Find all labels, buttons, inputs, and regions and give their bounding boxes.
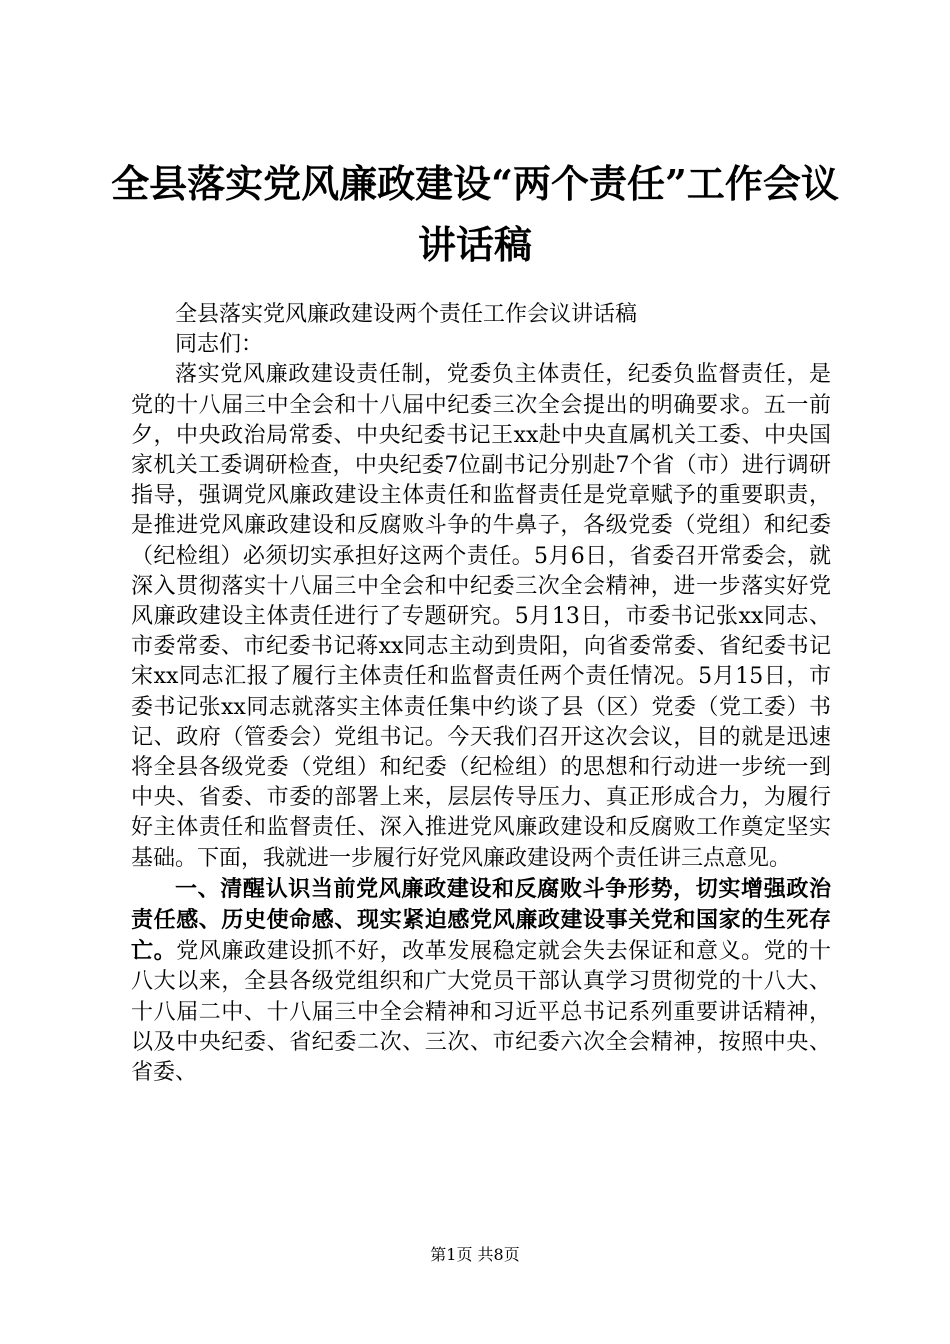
document-title-line-1: 全县落实党风廉政建设“两个责任”工作会议 [111,161,839,206]
section-1-heading: 一、清醒认识当前党风廉政建设和反腐败斗争形势，切实增强政治责任感、历史使命感、现实紧迫感党风廉政建设事关党和国家的生死存亡。 [131,875,831,965]
paragraph-1: 落实党风廉政建设责任制，党委负主体责任，纪委负监督责任，是党的十八届三中全会和十八届中纪委三次全会提出的明确要求。五一前夕，中央政治局常委、中央纪委书记王xx赴中央直属机关工委、中央国家机关工委调研检查，中央纪委7位副书记分别赴7个省（市）进行调研指导，强调党风廉政建设主体责任和监督责任是党章赋予的重要职责，是推进党风廉政建设和反腐败斗争的牛鼻子，各级党委（党组）和纪委（纪检组）必须切实承担好这两个责任。5月6日，省委召开常委会，就深入贯彻落实十八届三中全会和中纪委三次全会精神，进一步落实好党风廉政建设主体责任进行了专题研究。5月13日，市委书记张xx同志、市委常委、市纪委书记蒋xx同志主动到贵阳，向省委常委、省纪委书记宋xx同志汇报了履行主体责任和监督责任两个责任情况。5月15日，市委书记张xx同志就落实主体责任集中约谈了县（区）党委（党工委）书记、政府（管委会）党组书记。今天我们召开这次会议，目的就是迅速将全县各级党委（党组）和纪委（纪检组）的思想和行动进一步统一到中央、省委、市委的部署上来，层层传导压力、真正形成合力，为履行好主体责任和监督责任、深入推进党风廉政建设和反腐败工作奠定坚实基础。下面，我就进一步履行好党风廉政建设两个责任讲三点意见。 [131,362,831,871]
page-number: 第1页 [430,1245,473,1264]
page-total: 共8页 [477,1245,520,1264]
salutation: 同志们： [175,332,264,358]
document-subtitle: 全县落实党风廉政建设两个责任工作会议讲话稿 [175,302,638,327]
document-title-line-2: 讲话稿 [417,222,532,267]
section-1-text: 党风廉政建设抓不好，改革发展稳定就会失去保证和意义。党的十八大以来，全县各级党组织和广大党员干部认真学习贯彻党的十八大、十八届二中、十八届三中全会精神和习近平总书记系列重要讲话精神，以及中央纪委、省纪委二次、三次、市纪委六次全会精神，按照中央、省委、 [131,939,831,1086]
document-body [131,300,831,1088]
page-footer [0,1245,950,1265]
section-1-paragraph [131,874,831,1088]
